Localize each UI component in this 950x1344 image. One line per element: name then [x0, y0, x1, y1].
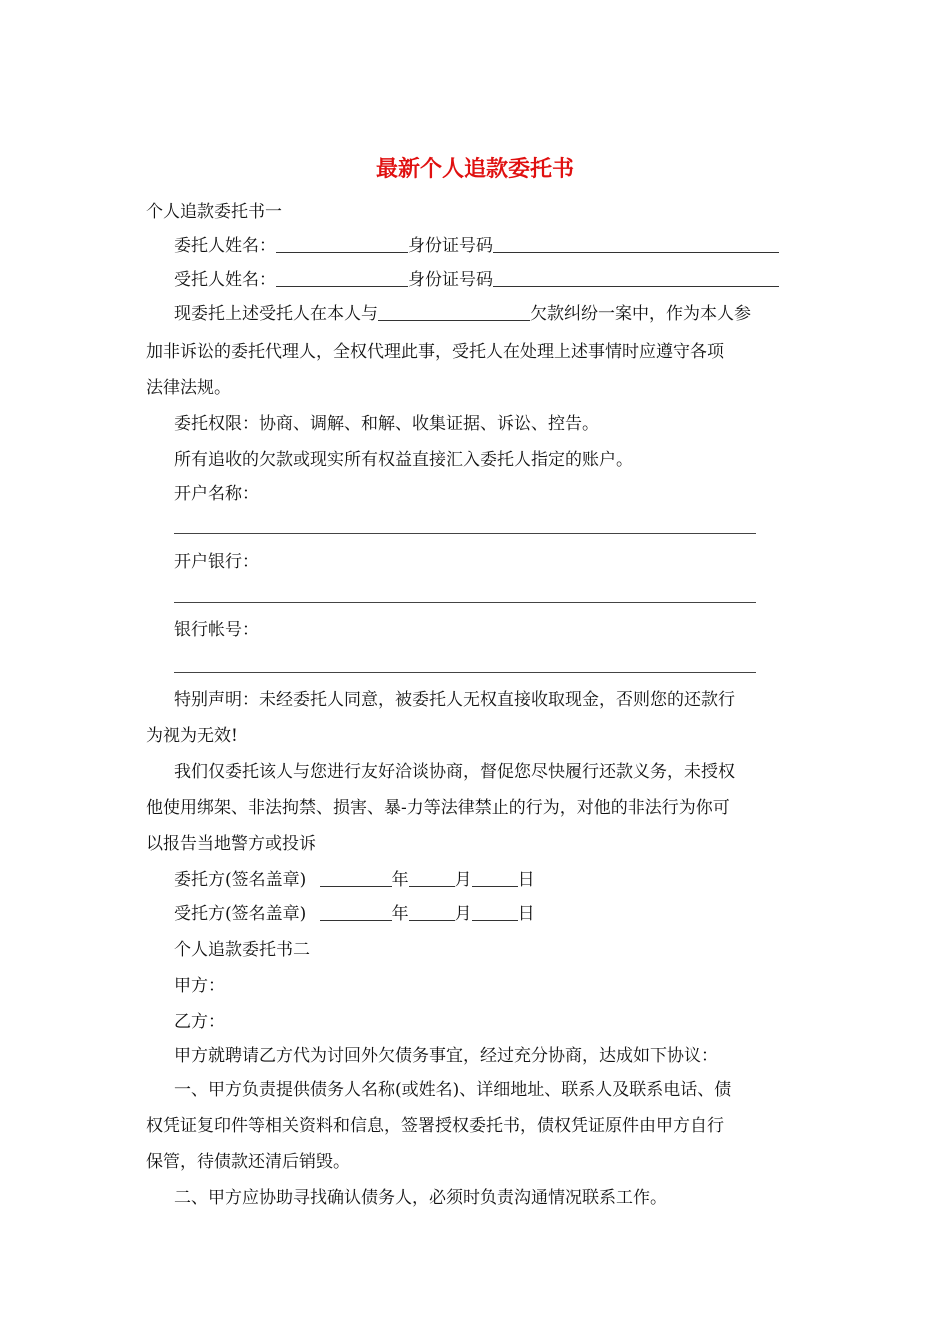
agent-day-blank [472, 902, 518, 921]
clause-2: 二、甲方应协助寻找确认债务人，必须时负责沟通情况联系工作。 [174, 1188, 667, 1208]
principal-year-label: 年 [391, 870, 409, 890]
agent-name-label: 受托人姓名： [174, 270, 276, 290]
principal-month-blank [409, 868, 455, 887]
paragraph-line-1: 我们仅委托该人与您进行友好洽谈协商，督促您尽快履行还款义务，未授权 [174, 762, 735, 782]
notice-line-1: 特别声明：未经委托人同意，被委托人无权直接收取现金，否则您的还款行 [174, 690, 735, 710]
paragraph-line-2: 他使用绑架、非法拘禁、损害、暴-力等法律禁止的行为，对他的非法行为你可 [146, 798, 730, 818]
agent-year-blank [320, 902, 392, 921]
entrust-line-2: 加非诉讼的委托代理人，全权代理此事，受托人在处理上述事情时应遵守各项 [146, 342, 724, 362]
clause-1-line-2: 权凭证复印件等相关资料和信息，签署授权委托书，债权凭证原件由甲方自行 [146, 1116, 724, 1136]
bank-label: 开户银行： [174, 552, 259, 572]
party-a-label: 甲方： [174, 976, 225, 996]
clause-1-line-3: 保管，待债款还清后销毁。 [146, 1152, 350, 1172]
paragraph-line-3: 以报告当地警方或投诉 [146, 834, 316, 854]
section-heading-2: 个人追款委托书二 [174, 940, 310, 960]
agent-year-label: 年 [391, 904, 409, 924]
principal-year-blank [320, 868, 392, 887]
account-name-label: 开户名称： [174, 484, 259, 504]
agent-signature-label: 受托方(签名盖章) [174, 904, 307, 924]
account-number-label: 银行帐号： [174, 620, 259, 640]
bank-rule [174, 602, 756, 603]
principal-day-blank [472, 868, 518, 887]
party-b-label: 乙方： [174, 1012, 225, 1032]
agent-signature-line [174, 902, 535, 926]
principal-signature-line [174, 868, 535, 892]
entrust-text-a: 现委托上述受托人在本人与 [174, 304, 378, 324]
document-title: 最新个人追款委托书 [375, 156, 574, 182]
agent-day-label: 日 [517, 904, 535, 924]
principal-day-label: 日 [517, 870, 535, 890]
authority-line: 委托权限：协商、调解、和解、收集证据、诉讼、控告。 [174, 414, 599, 434]
agent-id-blank [493, 268, 779, 287]
principal-id-blank [493, 234, 779, 253]
account-number-rule [174, 672, 756, 673]
agent-name-blank [276, 268, 408, 287]
section-heading-1: 个人追款委托书一 [146, 202, 282, 222]
remit-line: 所有追收的欠款或现实所有权益直接汇入委托人指定的账户。 [174, 450, 633, 470]
agent-id-label: 身份证号码 [408, 270, 493, 290]
account-name-rule [174, 533, 756, 534]
entrust-line-3: 法律法规。 [146, 378, 231, 398]
agreement-intro: 甲方就聘请乙方代为讨回外欠债务事宜，经过充分协商，达成如下协议： [174, 1046, 718, 1066]
principal-line [174, 234, 779, 258]
principal-id-label: 身份证号码 [408, 236, 493, 256]
agent-month-blank [409, 902, 455, 921]
notice-line-2: 为视为无效! [146, 726, 238, 746]
entrust-line-1 [174, 302, 751, 326]
agent-line [174, 268, 779, 292]
principal-name-blank [276, 234, 408, 253]
clause-1-line-1: 一、甲方负责提供债务人名称(或姓名)、详细地址、联系人及联系电话、债 [174, 1080, 732, 1100]
counterparty-blank [378, 302, 530, 321]
principal-name-label: 委托人姓名： [174, 236, 276, 256]
entrust-text-b: 欠款纠纷一案中，作为本人参 [530, 304, 751, 324]
principal-month-label: 月 [454, 870, 472, 890]
principal-signature-label: 委托方(签名盖章) [174, 870, 307, 890]
agent-month-label: 月 [454, 904, 472, 924]
